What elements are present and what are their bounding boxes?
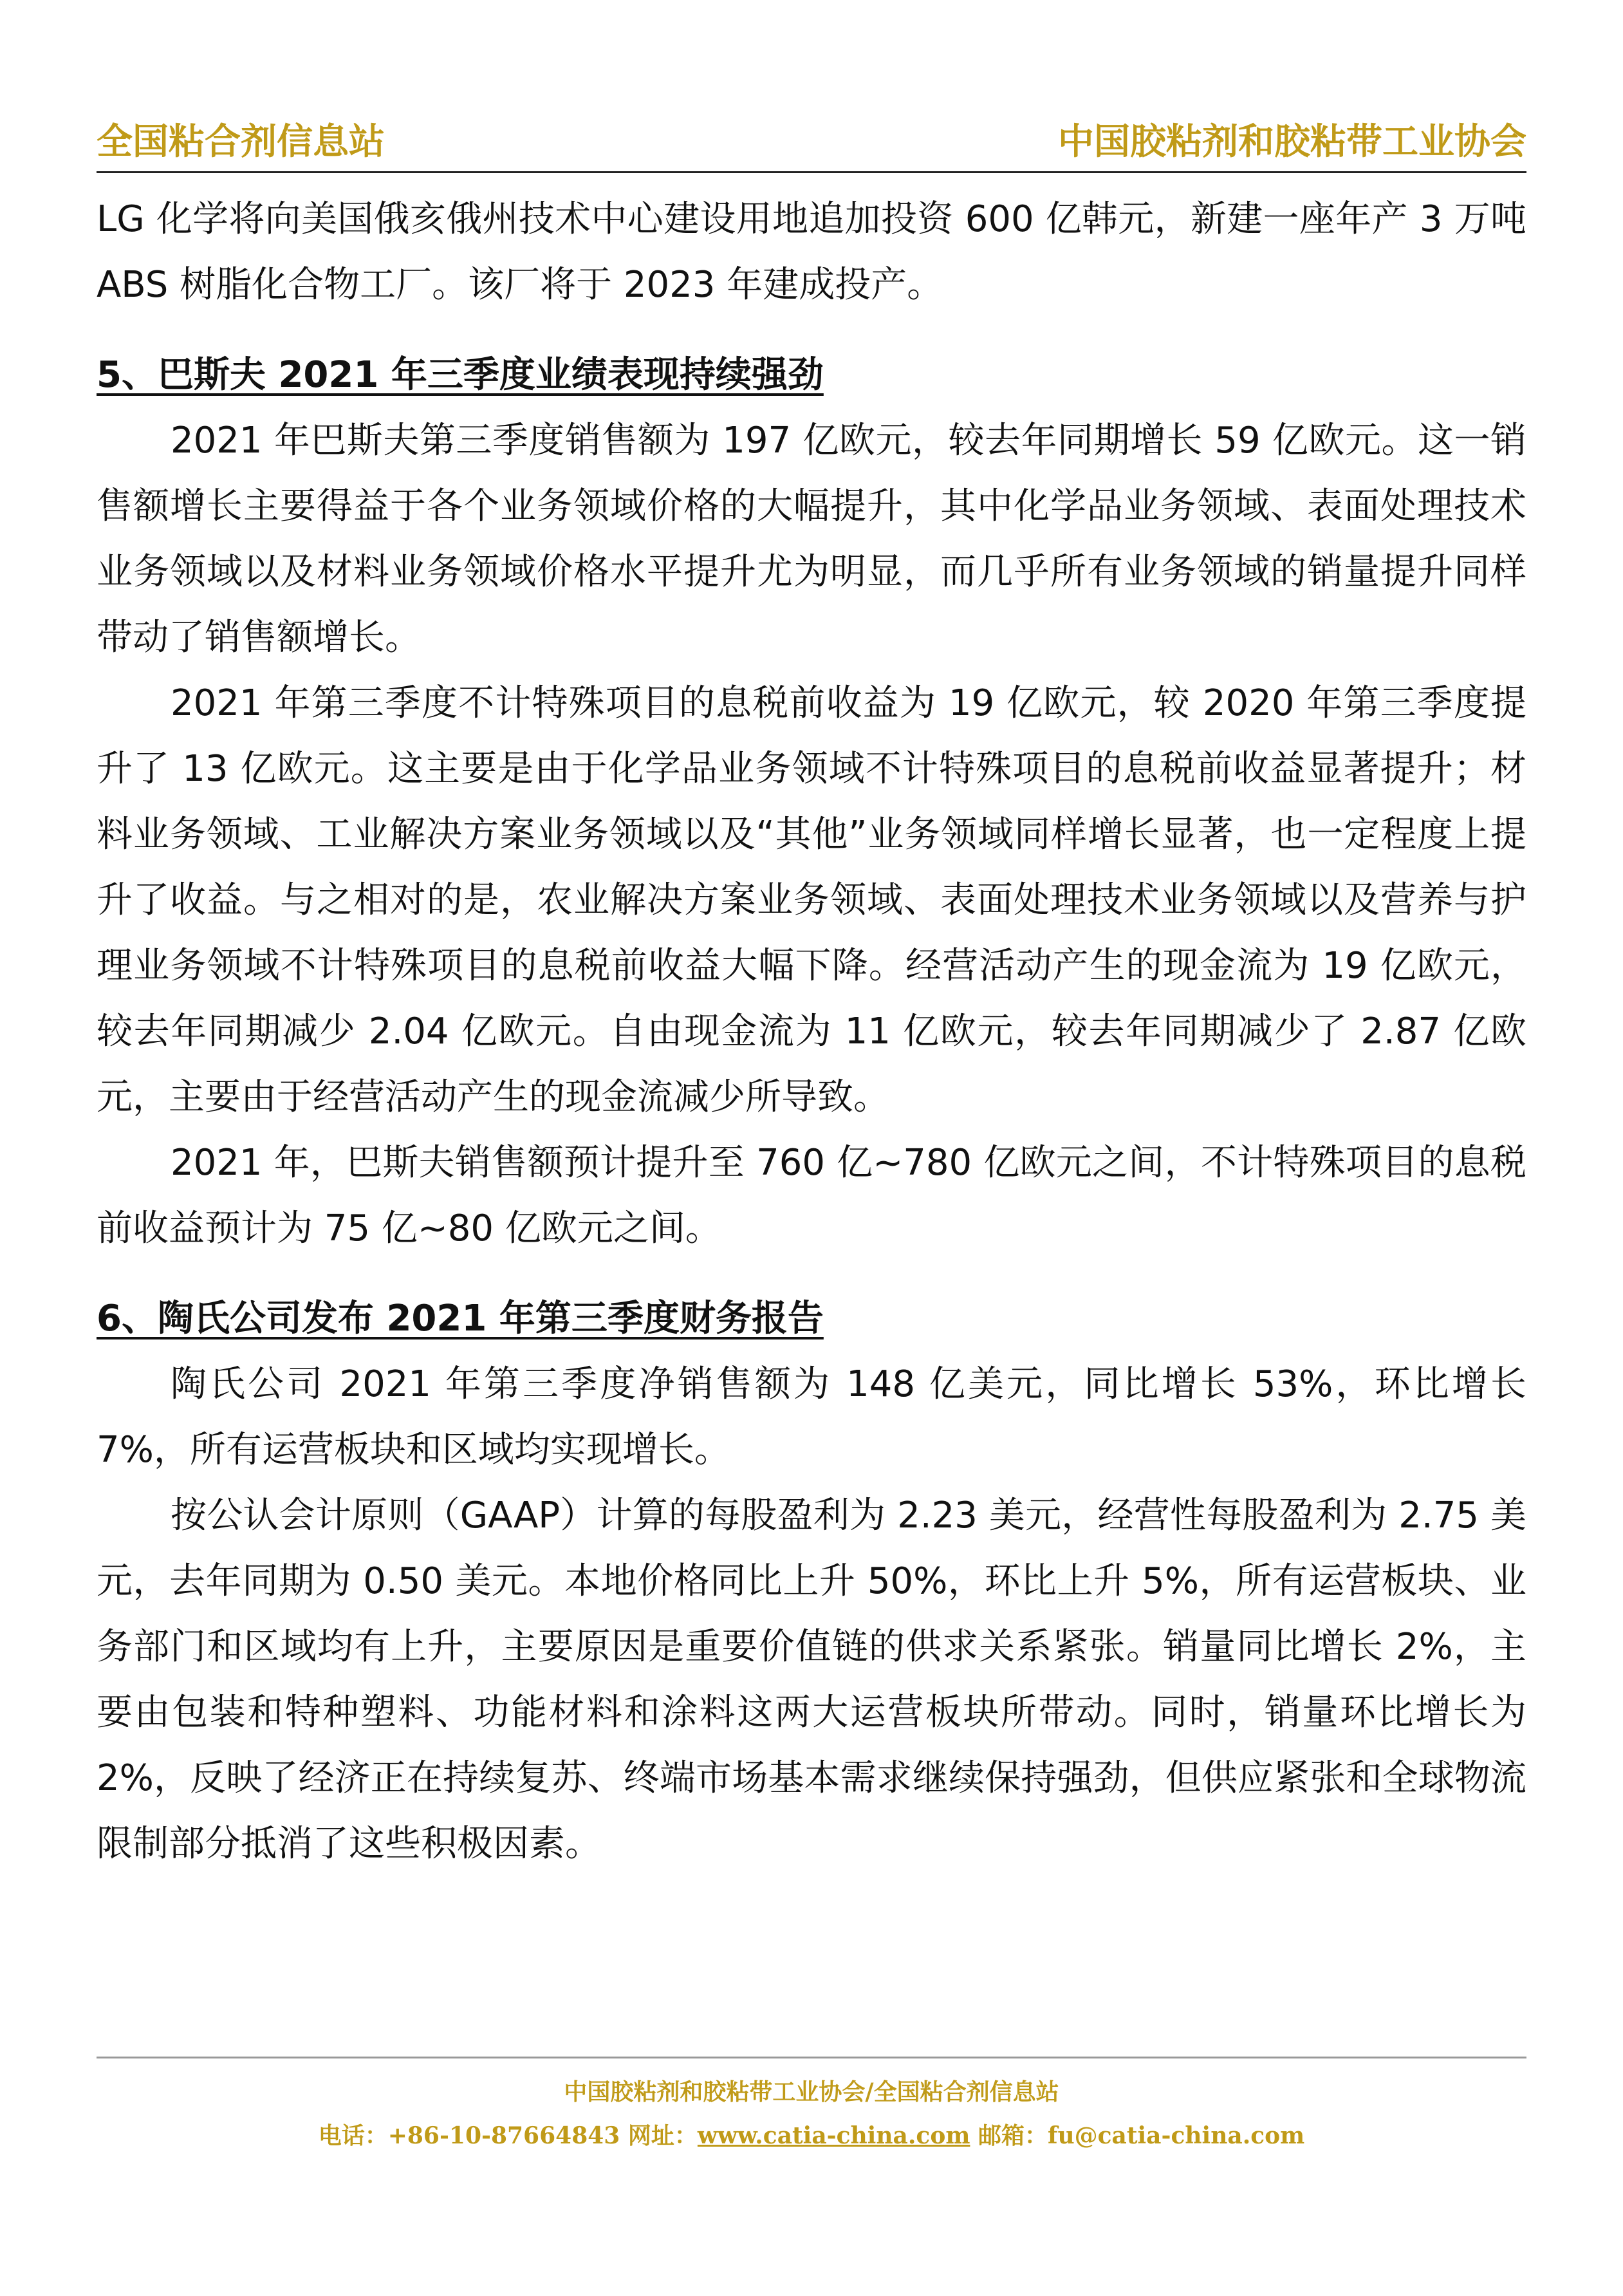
paragraph: 陶氏公司 2021 年第三季度净销售额为 148 亿美元，同比增长 53%，环比增长 7%，所有运营板块和区域均实现增长。: [97, 1363, 1526, 1471]
footer-contact: [97, 2118, 1526, 2151]
paragraph: 2021 年第三季度不计特殊项目的息税前收益为 19 亿欧元，较 2020 年第三季度提升了 13 亿欧元。这主要是由于化学品业务领域不计特殊项目的息税前收益显著提升；材料业务领域、工业解决方案业务领域以及“其他”业务领域同样增长显著，也一定程度上提升了收益。与之相对的是，农业解决方案业务领域、表面处理技术业务领域以及营养与护理业务领域不计特殊项目的息税前收益大幅下降。经营活动产生的现金流为 19 亿欧元，较去年同期减少 2.04 亿欧元。自由现金流为 11 亿欧元，较去年同期减少了 2.87 亿欧元，主要由于经营活动产生的现金流减少所导致。: [97, 682, 1526, 1118]
section-title: 5、巴斯夫 2021 年三季度业绩表现持续强劲: [97, 354, 824, 396]
footer-phone: 电话：+86-10-87664843 网址：: [318, 2122, 698, 2149]
section-dow: [97, 1286, 1526, 1877]
header-association-name: 中国胶粘剂和胶粘带工业协会: [1058, 120, 1526, 163]
header-site-name: 全国粘合剂信息站: [97, 120, 385, 163]
intro-paragraph: LG 化学将向美国俄亥俄州技术中心建设用地追加投资 600 亿韩元，新建一座年产 3 万吨 ABS 树脂化合物工厂。该厂将于 2023 年建成投产。: [97, 198, 1526, 306]
page-header: [97, 109, 1526, 174]
section-title: 6、陶氏公司发布 2021 年第三季度财务报告: [97, 1298, 824, 1339]
footer-email-label: 邮箱：: [970, 2122, 1048, 2149]
paragraph: 按公认会计原则（GAAP）计算的每股盈利为 2.23 美元，经营性每股盈利为 2.75 美元，去年同期为 0.50 美元。本地价格同比上升 50%，环比上升 5%，所有运营板块、业务部门和区域均有上升，主要原因是重要价值链的供求关系紧张。销量同比增长 2%，主要由包装和特种塑料、功能材料和涂料这两大运营板块所带动。同时，销量环比增长为 2%，反映了经济正在持续复苏、终端市场基本需求继续保持强劲，但供应紧张和全球物流限制部分抵消了这些积极因素。: [97, 1495, 1526, 1865]
section-basf: [97, 342, 1526, 1262]
footer-organization: 中国胶粘剂和胶粘带工业协会/全国粘合剂信息站: [564, 2078, 1059, 2105]
paragraph: 2021 年巴斯夫第三季度销售额为 197 亿欧元，较去年同期增长 59 亿欧元。这一销售额增长主要得益于各个业务领域价格的大幅提升，其中化学品业务领域、表面处理技术业务领域以及材料业务领域价格水平提升尤为明显，而几乎所有业务领域的销量提升同样带动了销售额增长。: [97, 420, 1526, 658]
header-divider: [97, 171, 1526, 173]
footer-website-link[interactable]: www.catia-china.com: [697, 2122, 970, 2149]
paragraph: 2021 年，巴斯夫销售额预计提升至 760 亿~780 亿欧元之间，不计特殊项目的息税前收益预计为 75 亿~80 亿欧元之间。: [97, 1142, 1526, 1249]
footer-divider: [97, 2057, 1526, 2058]
document-body: [97, 187, 1526, 1877]
footer-email[interactable]: fu@catia-china.com: [1047, 2122, 1305, 2149]
